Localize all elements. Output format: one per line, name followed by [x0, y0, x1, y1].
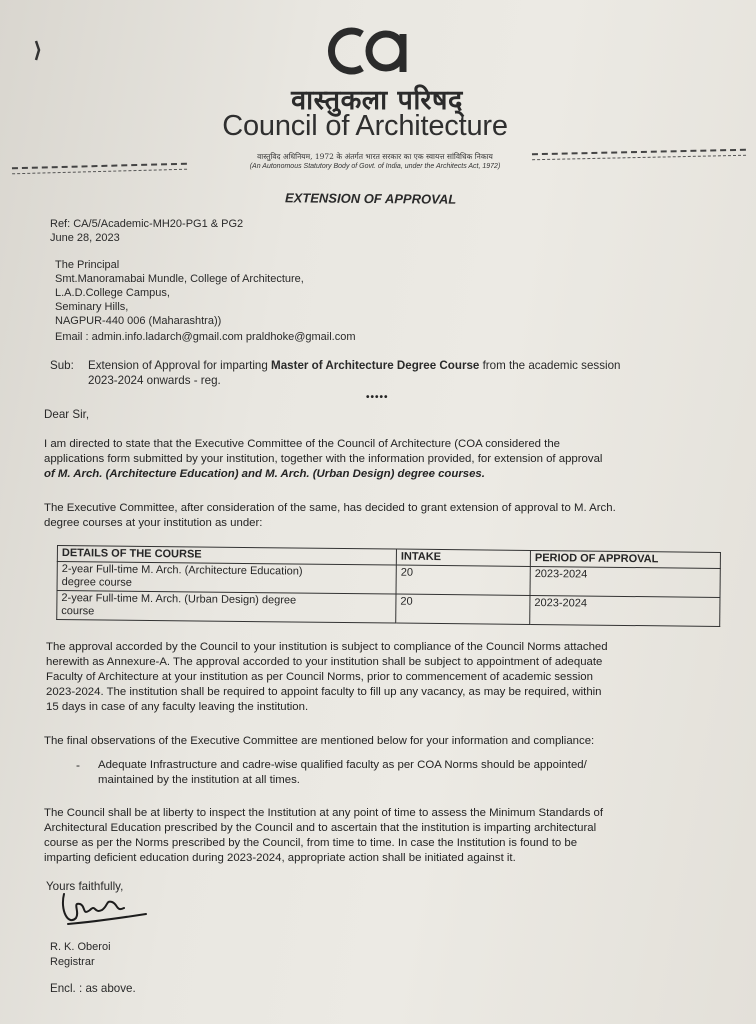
- subject-label: Sub:: [50, 359, 74, 372]
- table-header-cell: INTAKE: [396, 549, 530, 566]
- letter-title: EXTENSION OF APPROVAL: [284, 190, 457, 207]
- course-table: [56, 545, 721, 627]
- address-line: The Principal: [55, 259, 120, 271]
- council-hindi-subtitle: वास्तुविद अधिनियम, 1972 के अंतर्गत भारत सरकार का एक स्वायत्त सांविधिक निकाय: [257, 152, 493, 161]
- address-line: Seminary Hills,: [55, 301, 129, 313]
- coa-logo: [322, 22, 412, 78]
- address-line: L.A.D.College Campus,: [55, 287, 170, 299]
- letter-date: June 28, 2023: [50, 232, 120, 244]
- paragraph-3-line: 15 days in case of any faculty leaving the institution.: [46, 701, 309, 713]
- council-english-subtitle: (An Autonomous Statutory Body of Govt. of India, under the Architects Act, 1972): [249, 163, 501, 170]
- email-line: Email : admin.info.ladarch@gmail.com praldhoke@gmail.com: [55, 331, 356, 343]
- paragraph-5-line: course as per the Norms prescribed by the Council, from time to time. In case the Institution is found to be: [44, 837, 578, 849]
- paragraph-1-line: I am directed to state that the Executive Committee of the Council of Architecture (COA considered the: [44, 438, 560, 450]
- punch-hole-mark: [30, 40, 42, 62]
- header-rule-right: [532, 149, 746, 160]
- subject-line-1: Extension of Approval for imparting Master of Architecture Degree Course from the academic session: [88, 359, 621, 372]
- paragraph-2-line: The Executive Committee, after consideration of the same, has decided to grant extension of approval to M. Arch.: [44, 502, 616, 514]
- reference-number: Ref: CA/5/Academic-MH20-PG1 & PG2: [50, 218, 244, 230]
- period-cell: 2023-2024: [530, 595, 720, 626]
- paragraph-5-line: The Council shall be at liberty to inspect the Institution at any point of time to assess the Minimum Standards of: [44, 807, 604, 819]
- address-line: NAGPUR-440 006 (Maharashtra)): [55, 315, 222, 327]
- bullet-line: Adequate Infrastructure and cadre-wise qualified faculty as per COA Norms should be appointed/: [98, 759, 587, 771]
- paragraph-5-line: imparting deficient education during 2023-2024, appropriate action shall be initiated against it.: [44, 852, 516, 864]
- salutation: Dear Sir,: [44, 408, 90, 421]
- paragraph-3-line: herewith as Annexure-A. The approval accorded to your institution shall be subject to appointment of adequate: [46, 656, 603, 668]
- paragraph-3-line: Faculty of Architecture at your institution as per Council Norms, prior to commencement of academic session: [46, 671, 593, 683]
- paragraph-2-line: degree courses at your institution as under:: [44, 517, 263, 529]
- paragraph-3-line: The approval accorded by the Council to your institution is subject to compliance of the Council Norms attached: [46, 641, 608, 653]
- course-cell: 2-year Full-time M. Arch. (Urban Design) degree course: [57, 591, 396, 624]
- closing: Yours faithfully,: [46, 880, 124, 893]
- paragraph-1-line: applications form submitted by your institution, together with the information provided, for extension of approval: [44, 453, 603, 465]
- separator-dots: •••••: [366, 392, 389, 403]
- paragraph-5-line: Architectural Education prescribed by the Council and to ascertain that the institution is imparting architectural: [44, 822, 597, 834]
- header-rule-left: [12, 163, 187, 175]
- council-hindi-name: वास्तुकला परिषद्: [291, 85, 463, 116]
- period-cell: 2023-2024: [530, 566, 720, 597]
- paragraph-1-line: of M. Arch. (Architecture Education) and M. Arch. (Urban Design) degree courses.: [44, 468, 485, 480]
- intake-cell: 20: [396, 594, 530, 624]
- signatory-name: R. K. Oberoi: [50, 941, 111, 953]
- handwritten-signature: [50, 888, 150, 932]
- paragraph-4: The final observations of the Executive Committee are mentioned below for your information and compliance:: [44, 735, 595, 747]
- course-cell: 2-year Full-time M. Arch. (Architecture Education) degree course: [57, 562, 396, 595]
- table-row: [57, 591, 720, 627]
- bullet-marker: -: [76, 758, 80, 772]
- table-header-cell: PERIOD OF APPROVAL: [530, 550, 720, 568]
- intake-cell: 20: [396, 565, 530, 595]
- paragraph-3-line: 2023-2024. The institution shall be required to appoint faculty to fill up any vacancy, as may be required, within: [46, 686, 602, 698]
- bullet-line: maintained by the institution at all times.: [98, 774, 300, 786]
- signatory-title: Registrar: [50, 956, 95, 968]
- council-english-name: Council of Architecture: [222, 110, 508, 142]
- enclosure-note: Encl. : as above.: [50, 982, 136, 995]
- address-line: Smt.Manoramabai Mundle, College of Architecture,: [55, 273, 304, 285]
- table-header-cell: DETAILS OF THE COURSE: [57, 546, 396, 566]
- subject-line-2: 2023-2024 onwards - reg.: [88, 374, 221, 387]
